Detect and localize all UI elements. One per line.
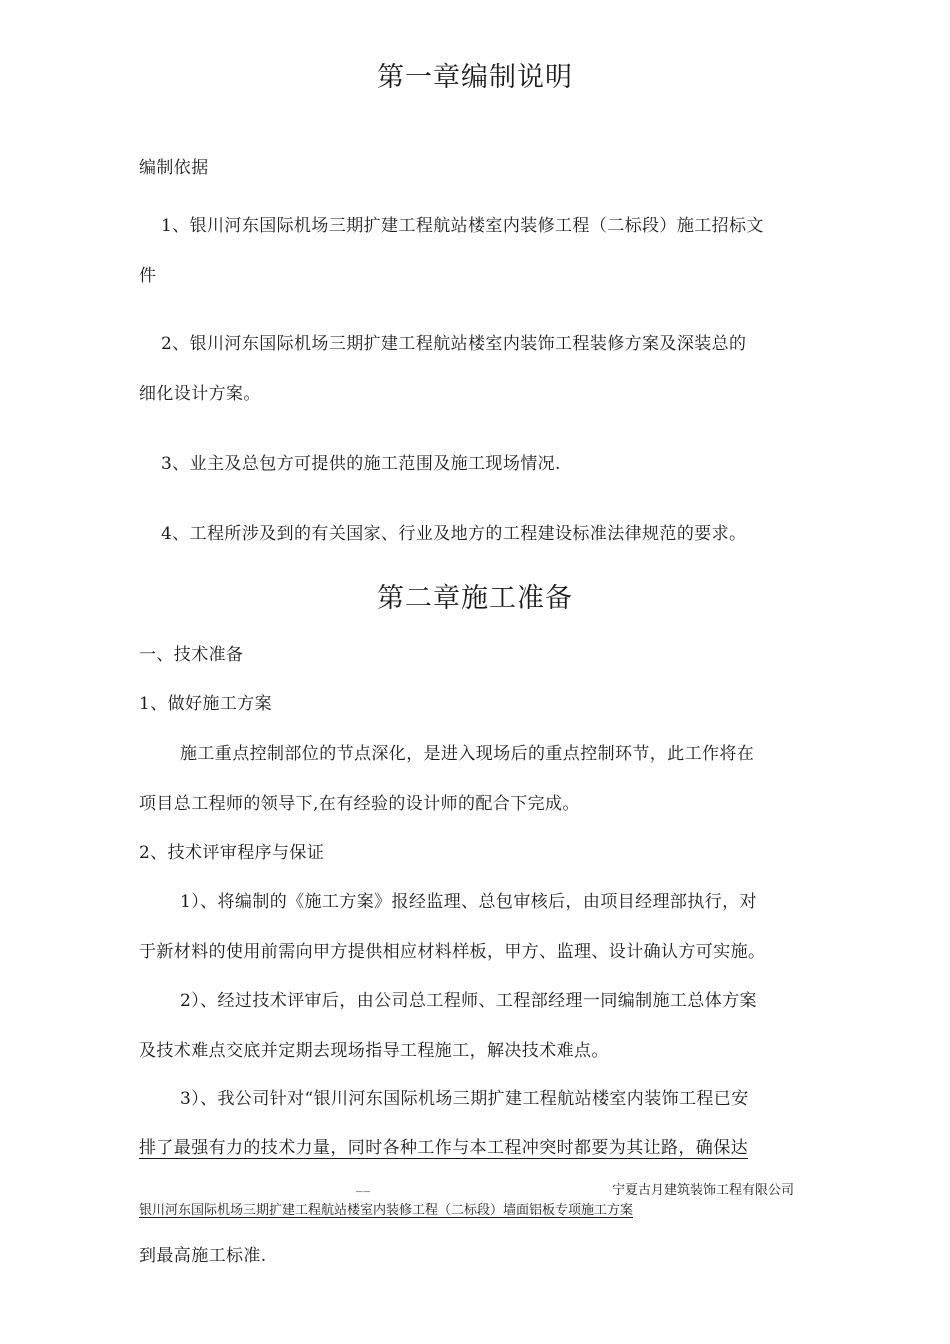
footer-company: 宁夏古月建筑装饰工程有限公司 bbox=[612, 1183, 795, 1198]
section-heading-basis: 编制依据 bbox=[139, 158, 209, 178]
plan-paragraph-line-2: 项目总工程师的领导下,在有经验的设计师的配合下完成。 bbox=[139, 794, 580, 814]
section-technical-prep: 一、技术准备 bbox=[139, 645, 244, 665]
continuation-text: 到最高施工标准. bbox=[139, 1246, 267, 1266]
basis-item-1-line-2: 件 bbox=[139, 266, 157, 286]
review-point-1-line-2: 于新材料的使用前需向甲方提供相应材料样板，甲方、监理、设计确认方可实施。 bbox=[139, 942, 766, 962]
footer-dash: __ bbox=[356, 1178, 371, 1193]
basis-item-2-line-1: 2、银川河东国际机场三期扩建工程航站楼室内装饰工程装修方案及深装总的 bbox=[161, 334, 747, 354]
review-point-3-line-2: 排了最强有力的技术力量，同时各种工作与本工程冲突时都要为其让路，确保达 bbox=[139, 1138, 748, 1158]
basis-item-2-line-2: 细化设计方案。 bbox=[139, 384, 261, 404]
chapter2-title: 第二章施工准备 bbox=[377, 583, 573, 614]
basis-item-1-line-1: 1、银川河东国际机场三期扩建工程航站楼室内装修工程（二标段）施工招标文 bbox=[161, 216, 764, 236]
footer-document-title: 银川河东国际机场三期扩建工程航站楼室内装修工程（二标段）墙面铝板专项施工方案 bbox=[139, 1203, 634, 1218]
review-point-1-line-1: 1）、将编制的《施工方案》报经监理、总包审核后，由项目经理部执行，对 bbox=[180, 892, 757, 912]
subsection-construction-plan: 1、做好施工方案 bbox=[139, 694, 273, 714]
basis-item-4: 4、工程所涉及到的有关国家、行业及地方的工程建设标准法律规范的要求。 bbox=[161, 524, 747, 544]
review-point-3-line-1: 3）、我公司针对“银川河东国际机场三期扩建工程航站楼室内装饰工程已安 bbox=[180, 1089, 749, 1109]
chapter1-title: 第一章编制说明 bbox=[377, 62, 573, 93]
basis-item-3: 3、业主及总包方可提供的施工范围及施工现场情况. bbox=[161, 454, 561, 474]
subsection-review-procedure: 2、技术评审程序与保证 bbox=[139, 843, 325, 863]
plan-paragraph-line-1: 施工重点控制部位的节点深化，是进入现场后的重点控制环节，此工作将在 bbox=[180, 744, 755, 764]
review-point-2-line-2: 及技术难点交底并定期去现场指导工程施工，解决技术难点。 bbox=[139, 1041, 609, 1061]
review-point-2-line-1: 2）、经过技术评审后，由公司总工程师、工程部经理一同编制施工总体方案 bbox=[180, 991, 757, 1011]
